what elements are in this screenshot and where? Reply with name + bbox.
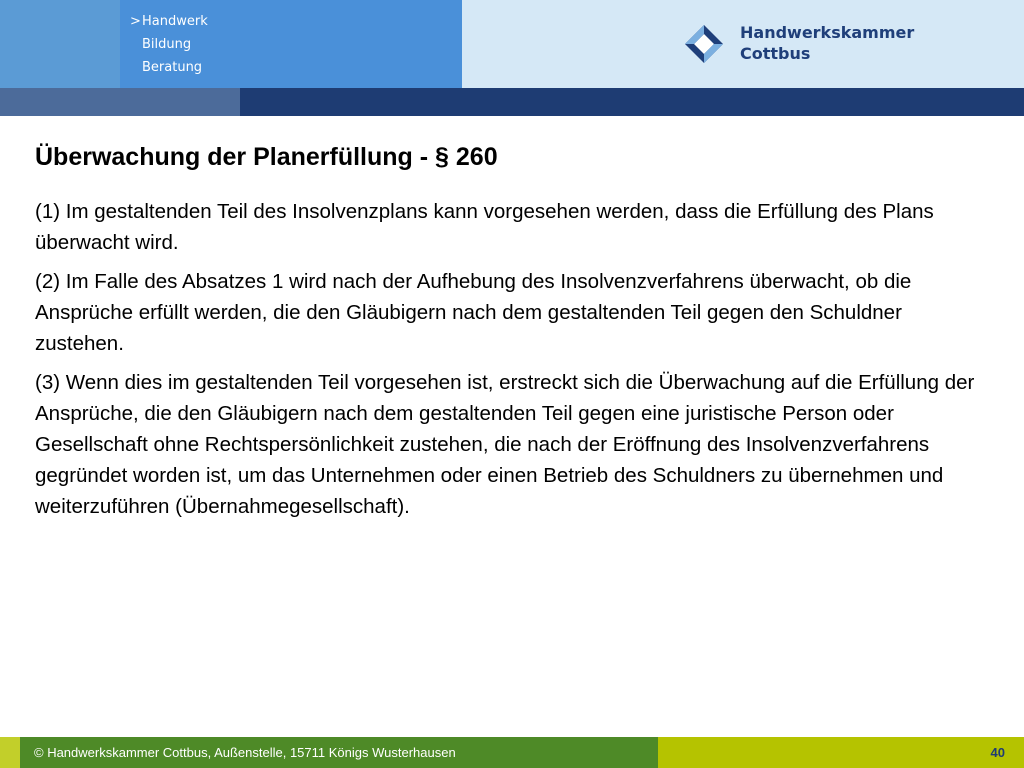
header-divider-accent	[0, 88, 240, 116]
nav-item-label: Bildung	[142, 37, 192, 52]
logo-line-2: Cottbus	[740, 44, 811, 63]
paragraph-1: (1) Im gestaltenden Teil des Insolvenzplans kann vorgesehen werden, dass die Erfüllung des Plans überwacht wird.	[35, 200, 934, 254]
nav-item-bildung[interactable]	[130, 33, 208, 56]
nav-item-label: Beratung	[142, 60, 203, 75]
paragraph-2: (2) Im Falle des Absatzes 1 wird nach der Aufhebung des Insolvenzverfahrens überwacht, ob die Ansprüche erfüllt werden, die den Gläubigern nach dem gestaltenden Teil gegen den Schuldner zustehen.	[35, 270, 912, 355]
logo-line-1: Handwerkskammer	[740, 23, 915, 42]
header-nav	[130, 10, 208, 79]
footer-left-accent	[0, 737, 20, 768]
footer-copyright: © Handwerkskammer Cottbus, Außenstelle, 15711 Königs Wusterhausen	[34, 745, 456, 760]
logo	[684, 22, 924, 68]
logo-text	[740, 22, 914, 64]
page-number: 40	[990, 745, 1005, 760]
chevron-right-icon: >	[130, 14, 141, 29]
nav-item-label: Handwerk	[142, 14, 208, 29]
header-left-block	[0, 0, 120, 88]
slide-title: Überwachung der Planerfüllung - § 260	[35, 143, 498, 171]
nav-item-handwerk[interactable]	[130, 10, 208, 33]
nav-item-beratung[interactable]	[130, 56, 208, 79]
slide-content	[35, 140, 995, 530]
chamber-logo-icon	[684, 24, 724, 64]
paragraph-3: (3) Wenn dies im gestaltenden Teil vorgesehen ist, erstreckt sich die Überwachung auf die Erfüllung der Ansprüche, die den Gläubigern nach dem gestaltenden Teil gegen eine juristische Person oder Gesellschaft ohne Rechtspersönlichkeit zustehen, die nach der Eröffnung des Insolvenzverfahrens gegründet worden ist, um das Unternehmen oder einen Betrieb des Schuldners zu übernehmen und weiterzuführen (Übernahmegesellschaft).	[35, 371, 975, 518]
